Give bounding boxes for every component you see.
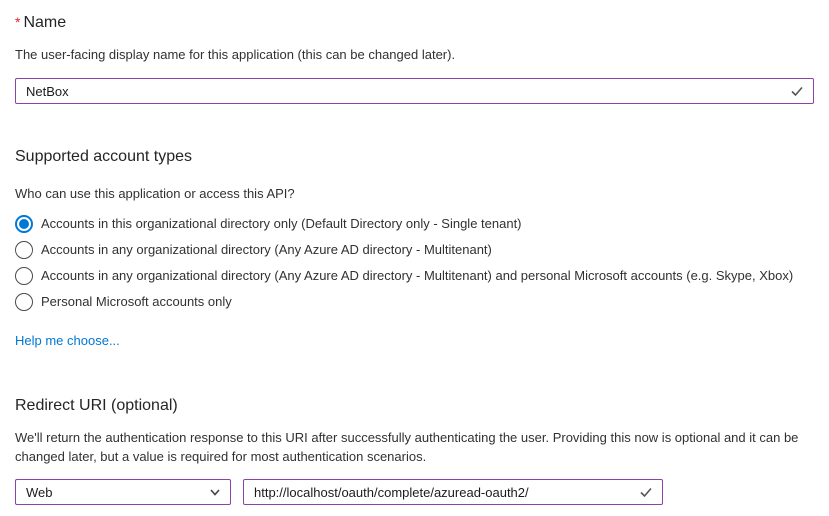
name-input-wrapper	[15, 78, 814, 104]
platform-select[interactable]	[15, 479, 231, 505]
valid-check-icon	[638, 484, 654, 500]
radio-option-label: Accounts in any organizational directory (Any Azure AD directory - Multitenant) and personal Microsoft accounts (e.g. Skype, Xbox)	[41, 268, 794, 283]
redirect-uri-description: We'll return the authentication response to this URI after successfully authenticating the user. Providing this now is optional and it can be changed later, but a value is required for most authentication scenarios.	[15, 430, 799, 464]
redirect-uri-input-wrapper	[243, 479, 663, 505]
redirect-uri-section	[15, 396, 814, 505]
name-section	[15, 12, 814, 104]
name-input[interactable]	[16, 79, 813, 103]
radio-option-personal-only[interactable]	[15, 289, 814, 315]
account-types-section	[15, 147, 814, 350]
name-description: The user-facing display name for this application (this can be changed later).	[15, 47, 456, 62]
help-me-choose-link[interactable]: Help me choose...	[15, 333, 120, 348]
name-title-text: Name	[23, 14, 67, 31]
radio-option-single-tenant[interactable]	[15, 211, 814, 237]
account-type-radio-group	[15, 211, 814, 315]
radio-option-label: Personal Microsoft accounts only	[41, 294, 232, 309]
required-asterisk: *	[15, 14, 21, 30]
radio-unselected-icon[interactable]	[15, 267, 33, 285]
chevron-down-icon	[208, 485, 222, 499]
valid-check-icon	[789, 83, 805, 99]
redirect-uri-input[interactable]	[244, 480, 662, 504]
radio-selected-icon[interactable]	[15, 215, 33, 233]
radio-unselected-icon[interactable]	[15, 241, 33, 259]
radio-option-label: Accounts in this organizational directory only (Default Directory only - Single tenant)	[41, 216, 522, 231]
platform-selected-value: Web	[26, 484, 53, 500]
radio-option-multitenant-personal[interactable]	[15, 263, 814, 289]
radio-option-multitenant[interactable]	[15, 237, 814, 263]
redirect-uri-title: Redirect URI (optional)	[15, 397, 178, 414]
radio-option-label: Accounts in any organizational directory (Any Azure AD directory - Multitenant)	[41, 242, 492, 257]
account-types-question: Who can use this application or access this API?	[15, 186, 295, 201]
radio-unselected-icon[interactable]	[15, 293, 33, 311]
name-section-title	[15, 12, 814, 33]
redirect-uri-controls	[15, 479, 814, 505]
account-types-title: Supported account types	[15, 148, 193, 165]
